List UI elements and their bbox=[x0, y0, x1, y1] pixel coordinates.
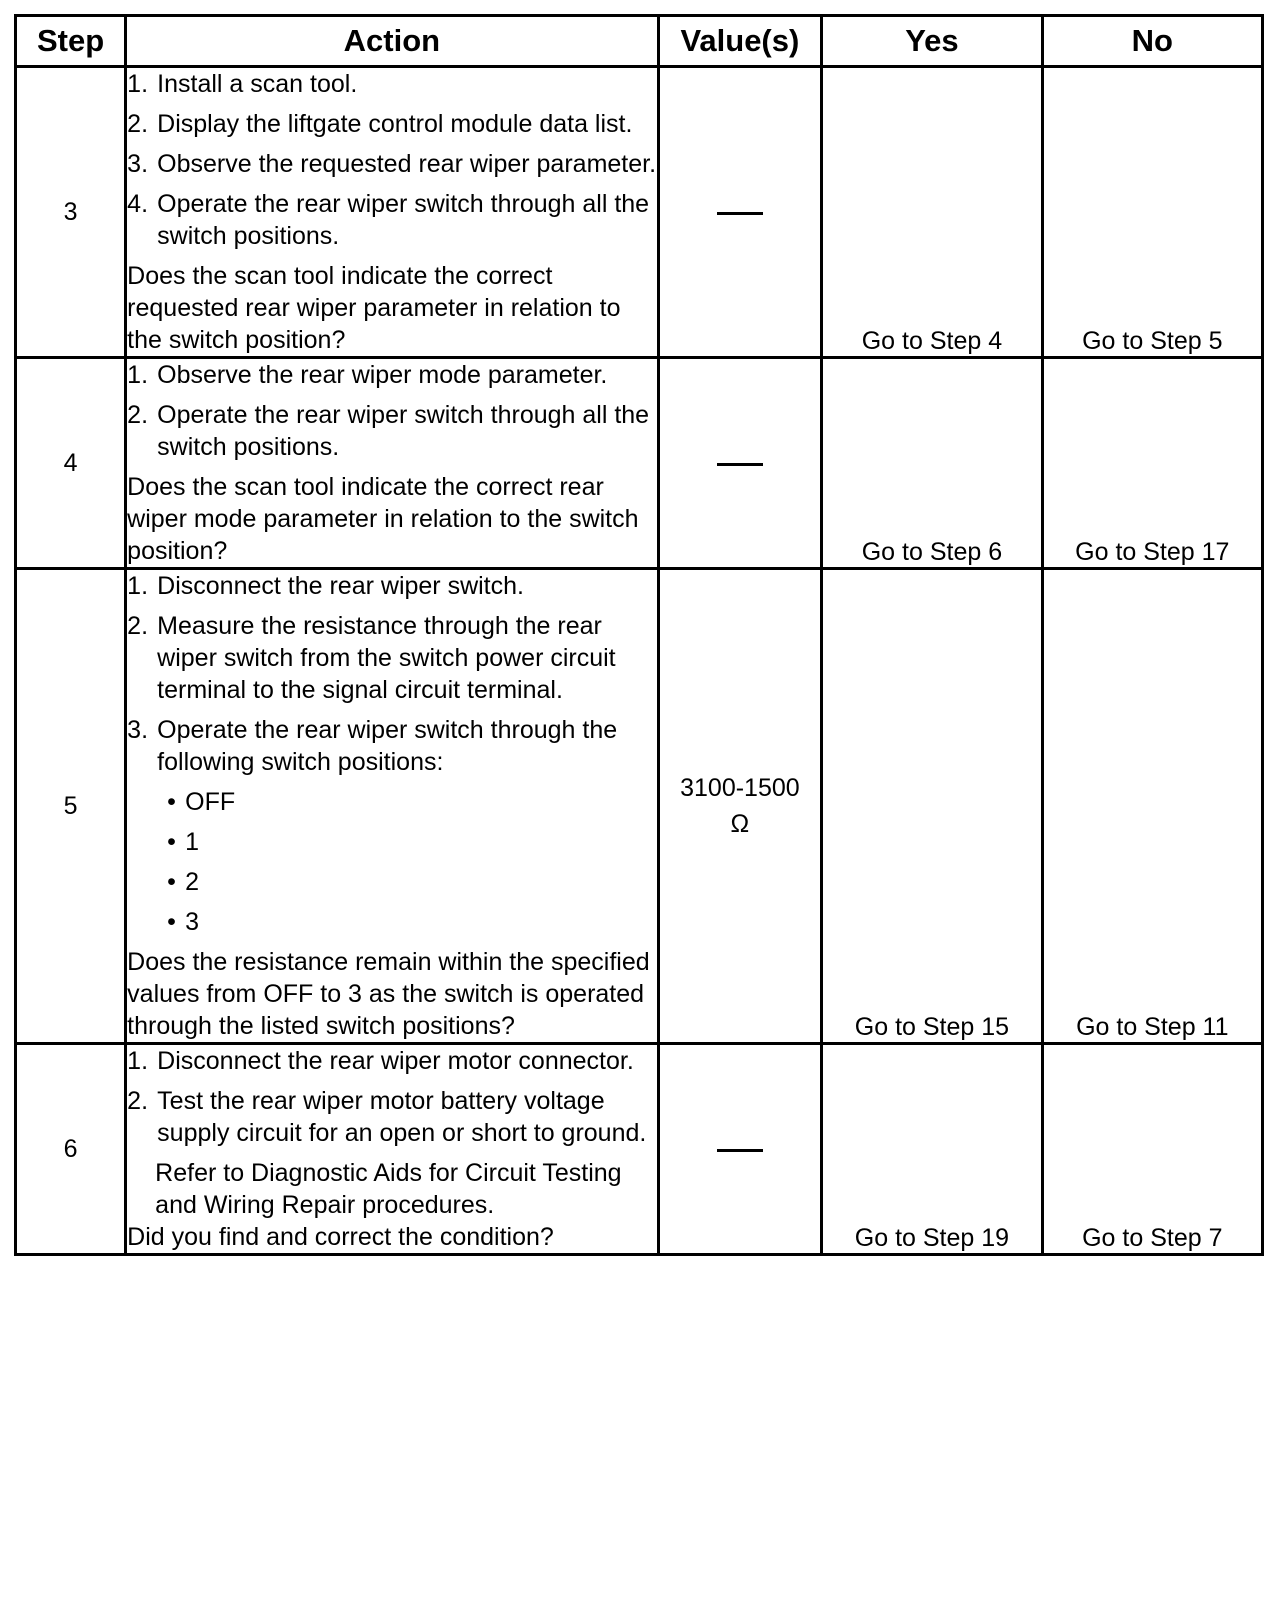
action-cell bbox=[126, 569, 658, 1044]
action-step bbox=[127, 68, 656, 100]
action-cell bbox=[126, 1044, 658, 1255]
action-step-number: 1. bbox=[127, 361, 149, 389]
action-question: Does the resistance remain within the specified values from OFF to 3 as the switch is operated through the listed switch positions? bbox=[127, 948, 650, 1040]
action-step-number: 1. bbox=[127, 70, 149, 98]
list-item bbox=[127, 866, 656, 898]
action-step-text: Measure the resistance through the rear wiper switch from the switch power circuit terminal to the signal circuit terminal. bbox=[157, 612, 616, 704]
step-number: 6 bbox=[16, 1044, 126, 1255]
action-step bbox=[127, 610, 656, 706]
table-row bbox=[16, 67, 1263, 358]
action-step bbox=[127, 1085, 656, 1149]
action-step bbox=[127, 108, 656, 140]
value-cell bbox=[658, 67, 822, 358]
header-no: No bbox=[1042, 16, 1262, 67]
switch-position: OFF bbox=[185, 788, 236, 816]
step-number: 5 bbox=[16, 569, 126, 1044]
step-number: 3 bbox=[16, 67, 126, 358]
action-question: Does the scan tool indicate the correct requested rear wiper parameter in relation to the switch position? bbox=[127, 262, 621, 354]
action-step-text: Test the rear wiper motor battery voltage supply circuit for an open or short to ground. bbox=[157, 1087, 647, 1147]
action-step-text: Display the liftgate control module data list. bbox=[157, 110, 633, 138]
action-step-text: Install a scan tool. bbox=[157, 70, 358, 98]
bullet-icon: • bbox=[167, 788, 176, 816]
action-step-number: 2. bbox=[127, 612, 149, 640]
action-step-number: 4. bbox=[127, 190, 149, 218]
value-cell bbox=[658, 358, 822, 569]
bullet-icon: • bbox=[167, 868, 176, 896]
list-item bbox=[127, 906, 656, 938]
yes-result: Go to Step 4 bbox=[822, 67, 1042, 358]
action-step-number: 2. bbox=[127, 401, 149, 429]
table-row bbox=[16, 569, 1263, 1044]
action-steps bbox=[127, 68, 656, 252]
resistance-value: 3100-1500 bbox=[680, 774, 800, 802]
step-number: 4 bbox=[16, 358, 126, 569]
action-step bbox=[127, 1045, 656, 1077]
action-step bbox=[127, 359, 656, 391]
no-value-dash bbox=[717, 463, 763, 466]
action-steps bbox=[127, 359, 656, 463]
action-step-number: 1. bbox=[127, 1047, 149, 1075]
action-step bbox=[127, 714, 656, 778]
no-result: Go to Step 7 bbox=[1042, 1044, 1262, 1255]
no-value-dash bbox=[717, 1149, 763, 1152]
table-row bbox=[16, 358, 1263, 569]
action-step-text: Operate the rear wiper switch through the following switch positions: bbox=[157, 716, 618, 776]
switch-position: 1 bbox=[185, 828, 200, 856]
action-step-text: Disconnect the rear wiper motor connector. bbox=[157, 1047, 634, 1075]
action-step bbox=[127, 570, 656, 602]
header-action: Action bbox=[126, 16, 658, 67]
action-step bbox=[127, 399, 656, 463]
action-step-number: 3. bbox=[127, 716, 149, 744]
action-steps bbox=[127, 570, 656, 778]
action-question: Does the scan tool indicate the correct rear wiper mode parameter in relation to the switch position? bbox=[127, 473, 639, 565]
action-step-number: 2. bbox=[127, 110, 149, 138]
action-cell bbox=[126, 67, 658, 358]
yes-result: Go to Step 15 bbox=[822, 569, 1042, 1044]
action-step-text: Observe the requested rear wiper parameter. bbox=[157, 150, 657, 178]
action-step-number: 1. bbox=[127, 572, 149, 600]
resistance-unit: Ω bbox=[730, 810, 750, 838]
bullet-icon: • bbox=[167, 828, 176, 856]
yes-result: Go to Step 19 bbox=[822, 1044, 1042, 1255]
action-step-number: 2. bbox=[127, 1087, 149, 1115]
switch-position: 3 bbox=[185, 908, 200, 936]
bullet-icon: • bbox=[167, 908, 176, 936]
action-step-text: Disconnect the rear wiper switch. bbox=[157, 572, 524, 600]
action-step-text: Operate the rear wiper switch through all the switch positions. bbox=[157, 190, 650, 250]
diagnostic-table bbox=[14, 14, 1264, 1256]
action-step bbox=[127, 188, 656, 252]
no-result: Go to Step 17 bbox=[1042, 358, 1262, 569]
value-cell bbox=[658, 1044, 822, 1255]
no-result: Go to Step 11 bbox=[1042, 569, 1262, 1044]
header-row bbox=[16, 16, 1263, 67]
action-step-text: Observe the rear wiper mode parameter. bbox=[157, 361, 608, 389]
action-step bbox=[127, 148, 656, 180]
list-item bbox=[127, 786, 656, 818]
no-result: Go to Step 5 bbox=[1042, 67, 1262, 358]
yes-result: Go to Step 6 bbox=[822, 358, 1042, 569]
action-step-number: 3. bbox=[127, 150, 149, 178]
header-step: Step bbox=[16, 16, 126, 67]
header-yes: Yes bbox=[822, 16, 1042, 67]
header-values: Value(s) bbox=[658, 16, 822, 67]
switch-position-list bbox=[127, 786, 656, 938]
value-cell bbox=[658, 569, 822, 1044]
action-steps bbox=[127, 1045, 656, 1149]
action-question: Did you find and correct the condition? bbox=[127, 1223, 554, 1251]
action-cell bbox=[126, 358, 658, 569]
switch-position: 2 bbox=[185, 868, 200, 896]
reference-note: Refer to Diagnostic Aids for Circuit Testing and Wiring Repair procedures. bbox=[155, 1159, 622, 1219]
action-step-text: Operate the rear wiper switch through all the switch positions. bbox=[157, 401, 650, 461]
list-item bbox=[127, 826, 656, 858]
table-row bbox=[16, 1044, 1263, 1255]
no-value-dash bbox=[717, 212, 763, 215]
